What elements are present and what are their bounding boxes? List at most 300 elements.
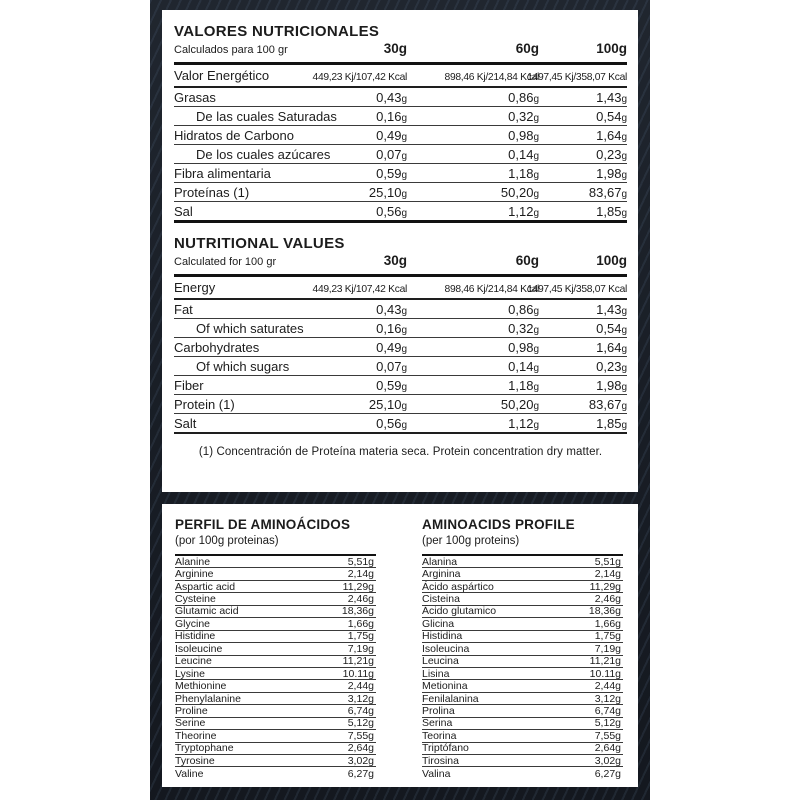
amino-row (422, 767, 623, 779)
row-value (501, 397, 539, 412)
row-value (508, 359, 539, 374)
row-label: Hidratos de Carbono (174, 127, 294, 143)
row-value (596, 128, 627, 143)
amino-name: Arginine (175, 568, 214, 581)
row-value (596, 109, 627, 124)
row-cell (539, 378, 627, 393)
row-label: Of which saturates (196, 320, 304, 336)
row-cell (174, 109, 407, 124)
amino-value: 6,74g (594, 704, 621, 717)
amino-row (175, 718, 376, 730)
value-unit: g (621, 112, 627, 124)
row-cell (407, 185, 539, 200)
row-value (508, 416, 539, 431)
value-number: 0,59 (376, 165, 402, 181)
header-cell (174, 41, 407, 56)
row-cell (174, 321, 407, 336)
row-cell (174, 378, 407, 393)
row-cell (174, 416, 407, 431)
amino-value: 3,12g (594, 692, 621, 705)
energy-row (174, 277, 627, 300)
energy-value: 898,46 Kj/214,84 Kcal (444, 284, 539, 295)
amino-row (422, 705, 623, 717)
amino-tables (175, 517, 623, 780)
row-value (508, 90, 539, 105)
value-number: 0,56 (376, 415, 402, 431)
row-label: Carbohydrates (174, 339, 260, 355)
value-number: 0,98 (508, 127, 534, 143)
value-unit: g (401, 305, 407, 317)
table-row (174, 202, 627, 223)
energy-cell (174, 280, 407, 295)
row-cell (539, 340, 627, 355)
table-row (174, 107, 627, 126)
row-cell (407, 128, 539, 143)
row-cell (174, 185, 407, 200)
table-row (174, 376, 627, 395)
row-cell (539, 359, 627, 374)
value-number: 0,14 (508, 358, 534, 374)
row-value (376, 321, 407, 336)
amino-value: 10.11g (589, 667, 621, 680)
value-unit: g (533, 131, 539, 143)
amino-row (175, 755, 376, 767)
value-number: 0,54 (596, 320, 622, 336)
row-label: Grasas (174, 89, 216, 105)
amino-row (175, 767, 376, 779)
amino-name: Cisteina (422, 593, 460, 606)
amino-row (175, 743, 376, 755)
value-number: 0,32 (508, 108, 534, 124)
amino-value: 5,12g (594, 717, 621, 730)
value-unit: g (621, 131, 627, 143)
amino-name: Fenilalanina (422, 692, 479, 705)
amino-row (175, 680, 376, 692)
nutrition-table-en (174, 235, 627, 434)
row-value (508, 321, 539, 336)
row-cell (407, 166, 539, 181)
value-unit: g (401, 112, 407, 124)
value-number: 83,67 (588, 396, 622, 412)
value-unit: g (533, 324, 539, 336)
amino-value: 3,12g (347, 692, 374, 705)
energy-cell (527, 72, 627, 83)
row-cell (174, 128, 407, 143)
nutrition-card (162, 10, 638, 492)
value-unit: g (533, 207, 539, 219)
value-number: 0,54 (596, 108, 622, 124)
table-row (174, 395, 627, 414)
value-number: 0,32 (508, 320, 534, 336)
value-unit: g (533, 362, 539, 374)
row-value (508, 147, 539, 162)
amino-name: Tryptophane (175, 742, 234, 755)
row-cell (174, 90, 407, 105)
amino-name: Alanina (422, 555, 458, 568)
row-value (376, 128, 407, 143)
row-value (376, 147, 407, 162)
amino-name: Ácido aspártico (422, 580, 494, 593)
amino-name: Histidina (422, 630, 463, 643)
row-value (508, 340, 539, 355)
amino-value: 6,27g (594, 767, 621, 780)
amino-subtitle: (por 100g proteinas) (175, 535, 279, 547)
amino-row (175, 643, 376, 655)
energy-value: 1497,45 Kj/358,07 Kcal (527, 284, 627, 295)
header-cell (539, 41, 627, 56)
header-cell (407, 41, 539, 56)
value-unit: g (401, 381, 407, 393)
row-value (376, 109, 407, 124)
column-header-60g: 60g (515, 253, 539, 268)
value-number: 50,20 (500, 184, 534, 200)
amino-name: Theorine (175, 729, 217, 742)
value-unit: g (401, 188, 407, 200)
row-cell (174, 204, 407, 219)
amino-value: 5,51g (347, 555, 374, 568)
row-value (589, 397, 627, 412)
value-unit: g (533, 305, 539, 317)
amino-row (175, 656, 376, 668)
amino-row (175, 668, 376, 680)
row-label: Fat (174, 301, 193, 317)
amino-rows (175, 554, 376, 780)
amino-name: Aspartic acid (175, 580, 236, 593)
value-unit: g (533, 169, 539, 181)
amino-row (422, 718, 623, 730)
amino-name: Leucine (175, 655, 212, 668)
table-row (174, 164, 627, 183)
row-value (508, 378, 539, 393)
value-number: 1,43 (596, 89, 622, 105)
value-number: 0,98 (508, 339, 534, 355)
row-cell (407, 340, 539, 355)
value-number: 0,49 (376, 127, 402, 143)
value-unit: g (621, 305, 627, 317)
row-value (369, 397, 407, 412)
amino-value: 2,64g (347, 742, 374, 755)
value-number: 1,85 (596, 415, 622, 431)
row-value (596, 321, 627, 336)
amino-row (422, 743, 623, 755)
table-row (174, 145, 627, 164)
energy-row (174, 65, 627, 88)
amino-subtitle: (per 100g proteins) (422, 535, 520, 547)
value-number: 0,07 (376, 358, 402, 374)
table-row (174, 319, 627, 338)
value-number: 0,86 (508, 89, 534, 105)
value-number: 50,20 (500, 396, 534, 412)
row-cell (539, 204, 627, 219)
table-row (174, 300, 627, 319)
row-cell (407, 147, 539, 162)
table-header-row (174, 41, 627, 56)
row-cell (539, 166, 627, 181)
row-label: Fibra alimentaria (174, 165, 271, 181)
amino-row (175, 581, 376, 593)
row-cell (174, 359, 407, 374)
value-number: 83,67 (588, 184, 622, 200)
row-cell (539, 147, 627, 162)
row-value (376, 166, 407, 181)
row-value (376, 378, 407, 393)
value-unit: g (621, 343, 627, 355)
amino-row (422, 680, 623, 692)
row-label: De los cuales azúcares (196, 146, 331, 162)
amino-name: Cysteine (175, 593, 216, 606)
value-number: 0,23 (596, 146, 622, 162)
value-unit: g (533, 112, 539, 124)
row-value (508, 166, 539, 181)
value-number: 1,85 (596, 203, 622, 219)
value-unit: g (533, 400, 539, 412)
value-unit: g (401, 93, 407, 105)
amino-value: 10.11g (342, 667, 374, 680)
amino-name: Valina (422, 767, 451, 780)
value-number: 1,12 (508, 415, 534, 431)
row-label: De las cuales Saturadas (196, 108, 337, 124)
amino-value: 7,55g (594, 729, 621, 742)
value-unit: g (533, 419, 539, 431)
amino-row (175, 593, 376, 605)
row-cell (407, 204, 539, 219)
amino-value: 2,46g (594, 593, 621, 606)
value-unit: g (621, 400, 627, 412)
nutrition-tables (174, 23, 627, 434)
row-value (596, 378, 627, 393)
table-row (174, 183, 627, 202)
amino-name: Alanine (175, 555, 211, 568)
row-value (596, 147, 627, 162)
amino-title: AMINOACIDS PROFILE (422, 517, 575, 532)
row-value (508, 109, 539, 124)
table-row (174, 357, 627, 376)
row-value (376, 340, 407, 355)
amino-value: 5,12g (347, 717, 374, 730)
amino-row (422, 556, 623, 568)
row-value (369, 185, 407, 200)
amino-row (175, 693, 376, 705)
amino-value: 7,55g (347, 729, 374, 742)
row-cell (539, 90, 627, 105)
amino-table-en (422, 517, 623, 780)
row-cell (539, 128, 627, 143)
value-number: 0,14 (508, 146, 534, 162)
amino-name: Lisina (422, 667, 450, 680)
table-subtitle: Calculados para 100 gr (174, 44, 288, 56)
value-number: 0,56 (376, 203, 402, 219)
amino-value: 2,14g (594, 568, 621, 581)
row-value (596, 166, 627, 181)
amino-name: Triptófano (422, 742, 469, 755)
amino-value: 6,74g (347, 704, 374, 717)
row-value (376, 204, 407, 219)
row-cell (539, 416, 627, 431)
table-row (174, 126, 627, 145)
amino-name: Glutamic acid (175, 605, 239, 618)
amino-row (422, 755, 623, 767)
value-unit: g (401, 169, 407, 181)
product-photo-background (150, 0, 650, 800)
row-value (508, 204, 539, 219)
amino-title: PERFIL DE AMINOÁCIDOS (175, 517, 351, 532)
column-header-60g: 60g (515, 41, 539, 56)
table-subtitle: Calculated for 100 gr (174, 256, 277, 268)
value-unit: g (533, 343, 539, 355)
amino-value: 11,21g (342, 655, 374, 668)
amino-name: Leucina (422, 655, 459, 668)
energy-value: 898,46 Kj/214,84 Kcal (444, 72, 539, 83)
value-unit: g (533, 93, 539, 105)
value-unit: g (401, 400, 407, 412)
table-title: NUTRITIONAL VALUES (174, 235, 345, 252)
row-value (508, 128, 539, 143)
amino-row (175, 618, 376, 630)
row-value (376, 359, 407, 374)
row-cell (174, 166, 407, 181)
row-label: Of which sugars (196, 358, 290, 374)
amino-row (422, 656, 623, 668)
amino-row (422, 568, 623, 580)
row-cell (174, 147, 407, 162)
header-cell (174, 253, 407, 268)
amino-rows (422, 554, 623, 780)
value-unit: g (621, 93, 627, 105)
amino-value: 5,51g (594, 555, 621, 568)
column-header-30g: 30g (383, 41, 407, 56)
value-number: 0,86 (508, 301, 534, 317)
row-label: Sal (174, 203, 193, 219)
row-value (508, 302, 539, 317)
amino-value: 11,29g (589, 580, 621, 593)
value-number: 0,23 (596, 358, 622, 374)
amino-value: 2,64g (594, 742, 621, 755)
protein-footnote: (1) Concentración de Proteína materia seca. Protein concentration dry matter. (198, 446, 603, 458)
row-cell (407, 397, 539, 412)
amino-value: 1,66g (594, 617, 621, 630)
amino-value: 18,36g (588, 605, 621, 618)
row-label: Proteínas (1) (174, 184, 250, 200)
amino-value: 3,02g (347, 754, 374, 767)
value-number: 0,16 (376, 108, 402, 124)
row-value (596, 359, 627, 374)
row-value (376, 90, 407, 105)
value-number: 0,43 (376, 301, 402, 317)
row-cell (539, 321, 627, 336)
row-cell (174, 302, 407, 317)
amino-row (422, 581, 623, 593)
row-value (376, 302, 407, 317)
amino-value: 2,44g (594, 680, 621, 693)
table-row (174, 338, 627, 357)
row-cell (174, 340, 407, 355)
amino-row (422, 730, 623, 742)
row-cell (539, 109, 627, 124)
amino-name: Teorina (422, 729, 457, 742)
row-value (589, 185, 627, 200)
column-header-100g: 100g (596, 253, 627, 268)
value-unit: g (401, 150, 407, 162)
energy-cell (407, 72, 539, 83)
value-number: 1,43 (596, 301, 622, 317)
row-cell (539, 302, 627, 317)
row-value (596, 416, 627, 431)
energy-label: Valor Energético (174, 68, 270, 83)
amino-value: 6,27g (347, 767, 374, 780)
row-label: Protein (1) (174, 396, 235, 412)
row-cell (407, 359, 539, 374)
column-header-100g: 100g (596, 41, 627, 56)
amino-row (175, 568, 376, 580)
value-unit: g (533, 381, 539, 393)
value-unit: g (621, 207, 627, 219)
amino-name: Methionine (175, 680, 227, 693)
value-unit: g (621, 169, 627, 181)
value-unit: g (401, 324, 407, 336)
energy-value: 449,23 Kj/107,42 Kcal (312, 284, 407, 295)
value-unit: g (621, 324, 627, 336)
amino-name: Serina (422, 717, 453, 730)
value-unit: g (621, 381, 627, 393)
row-cell (407, 378, 539, 393)
value-unit: g (401, 343, 407, 355)
amino-row (175, 556, 376, 568)
value-unit: g (401, 362, 407, 374)
amino-value: 11,29g (342, 580, 374, 593)
amino-row (175, 631, 376, 643)
amino-value: 3,02g (594, 754, 621, 767)
value-number: 1,18 (508, 165, 534, 181)
energy-cell (527, 284, 627, 295)
row-value (596, 340, 627, 355)
header-cell (539, 253, 627, 268)
amino-row (422, 643, 623, 655)
header-cell (407, 253, 539, 268)
amino-card (162, 504, 638, 787)
value-number: 0,59 (376, 377, 402, 393)
amino-name: Lysine (175, 667, 205, 680)
value-number: 0,49 (376, 339, 402, 355)
amino-value: 18,36g (341, 605, 374, 618)
nutrition-table-es (174, 23, 627, 223)
row-label: Salt (174, 415, 197, 431)
amino-row (175, 705, 376, 717)
row-cell (539, 185, 627, 200)
table-row (174, 414, 627, 434)
amino-name: Histidine (175, 630, 216, 643)
row-cell (407, 321, 539, 336)
amino-value: 1,75g (347, 630, 374, 643)
value-number: 25,10 (368, 184, 402, 200)
value-unit: g (401, 207, 407, 219)
row-value (596, 302, 627, 317)
energy-value: 1497,45 Kj/358,07 Kcal (527, 72, 627, 83)
row-cell (407, 109, 539, 124)
value-number: 0,16 (376, 320, 402, 336)
amino-value: 7,19g (347, 642, 374, 655)
amino-name: Metionina (422, 680, 468, 693)
value-unit: g (621, 362, 627, 374)
value-number: 1,12 (508, 203, 534, 219)
value-number: 1,64 (596, 339, 622, 355)
amino-name: Proline (175, 704, 208, 717)
amino-row (422, 631, 623, 643)
row-value (376, 416, 407, 431)
amino-row (422, 618, 623, 630)
amino-row (422, 593, 623, 605)
table-title: VALORES NUTRICIONALES (174, 23, 380, 40)
energy-cell (174, 68, 407, 83)
